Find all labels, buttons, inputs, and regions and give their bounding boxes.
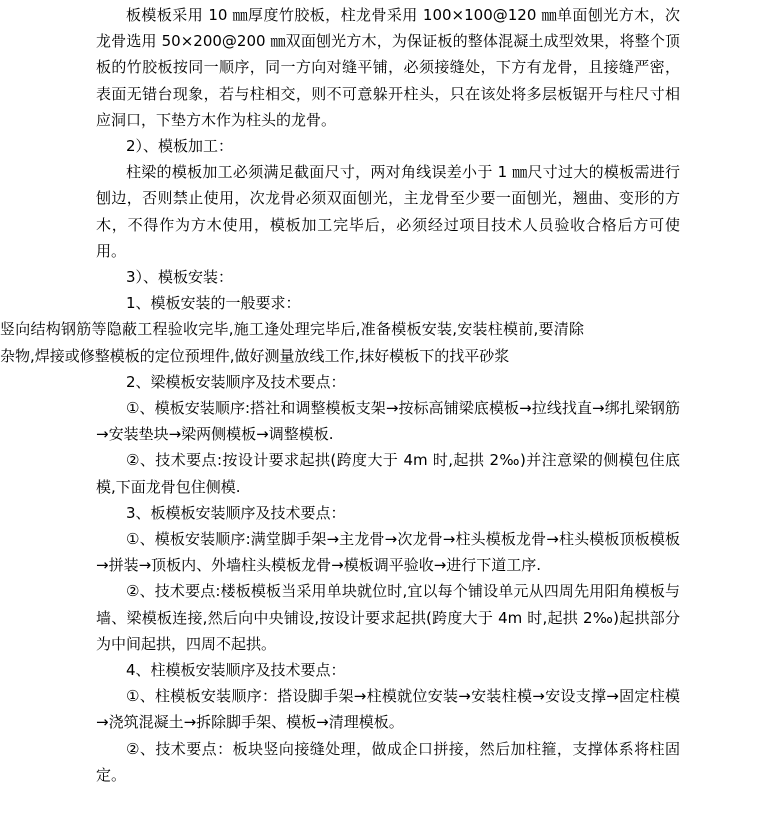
paragraph-column-key-points: ②、技术要点：板块竖向接缝处理，做成企口拼接，然后加柱箍，支撑体系将柱固定。 [96,739,680,784]
paragraph-slab-formwork: 板模板采用 10 ㎜厚度竹胶板，柱龙骨采用 100×100@120 ㎜单面刨光方木，次龙骨选用 50×200@200 ㎜双面刨光方木，为保证板的整体混凝土成型效果，将整个顶板的竹胶板按同一顺序，同一方向对缝平铺，必须接缝处，下方有龙骨，且接缝严密，表面无错台现象，若与柱相交，则不可意躲开柱头，只在该处将多层板锯开与柱尺寸相应洞口，下垫方木作为柱头的龙骨。 [96,6,680,129]
paragraph-general-requirements: 竖向结构钢筋等隐蔽工程验收完毕,施工逢处理完毕后,准备模板安装,安装柱模前,要清除杂物,焊接或修整模板的定位预埋件,做好测量放线工作,抹好模板下的找平砂浆 [0,320,584,365]
paragraph-slab-key-points: ②、技术要点:楼板模板当采用单块就位时,宜以每个铺设单元从四周先用阳角模板与墙、梁模板连接,然后向中央铺设,按设计要求起拱(跨度大于 4m 时,起拱 2‰)起拱部分为中间起拱，四周不起拱。 [96,582,680,653]
paragraph-column-sequence: ①、柱模板安装顺序：搭设脚手架→柱模就位安装→安装柱模→安设支撑→固定柱模→浇筑混凝土→拆除脚手架、模板→清理模板。 [96,687,680,732]
heading-general-requirements: 1、模板安装的一般要求： [126,294,301,313]
heading-slab-formwork: 3、板模板安装顺序及技术要点： [126,503,346,522]
paragraph-slab-sequence: ①、模板安装顺序:满堂脚手架→主龙骨→次龙骨→柱头模板龙骨→柱头模板顶板模板→拼装→顶板内、外墙柱头模板龙骨→模板调平验收→进行下道工序. [96,530,680,575]
heading-column-formwork: 4、柱模板安装顺序及技术要点： [126,661,346,680]
heading-formwork-installation: 3）、模板安装： [126,268,234,287]
heading-beam-formwork: 2、梁模板安装顺序及技术要点： [126,372,346,391]
paragraph-beam-sequence: ①、模板安装顺序:搭社和调整模板支架→按标高铺梁底模板→拉线找直→绑扎梁钢筋→安装垫块→梁两侧模板→调整模板. [96,399,680,444]
paragraph-formwork-processing: 柱梁的模板加工必须满足截面尺寸，两对角线误差小于 1 ㎜尺寸过大的模板需进行刨边，否则禁止使用，次龙骨必须双面刨光，主龙骨至少要一面刨光，翘曲、变形的方木，不得作为方木使用，模板加工完毕后，必须经过项目技术人员验收合格后方可使用。 [96,163,680,260]
heading-formwork-processing: 2）、模板加工： [126,137,234,156]
paragraph-beam-key-points: ②、技术要点:按设计要求起拱(跨度大于 4m 时,起拱 2‰)并注意梁的侧模包住底模,下面龙骨包住侧模. [96,451,680,496]
